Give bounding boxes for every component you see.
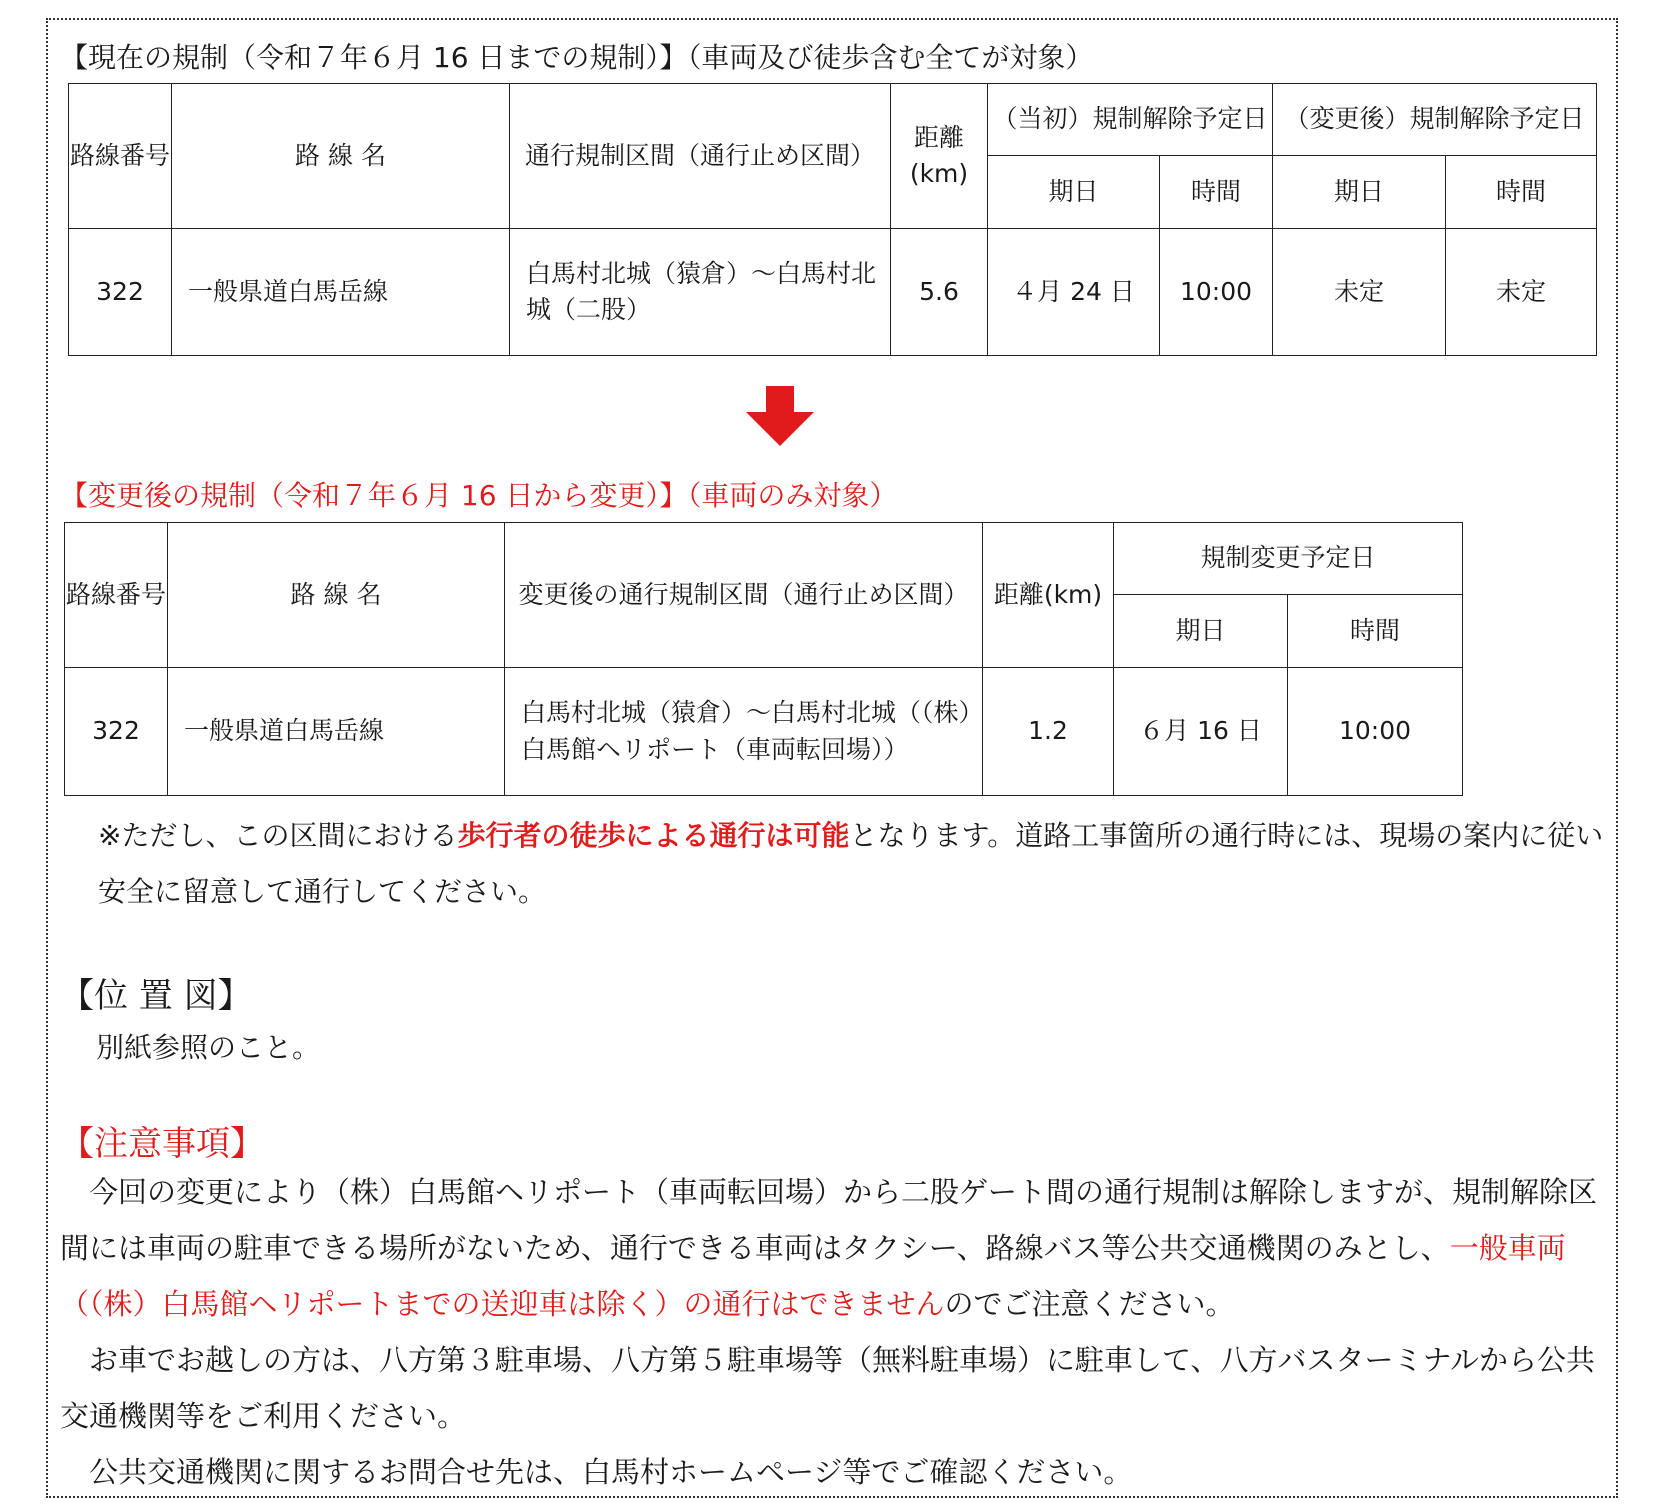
caution-paragraph-1 [60,1164,1612,1332]
note-suffix: となります。道路工事箇所の通行時には、現場の案内に従い安全に留意して通行してください。 [98,819,1604,908]
header-changed-release: （変更後）規制解除予定日 [1273,84,1597,156]
cell-section: 白馬村北城（猿倉）～白馬村北城（二股） [510,229,891,356]
caution-p2-text: お車でお越しの方は、八方第３駐車場、八方第５駐車場等（無料駐車場）に駐車して、八方バスターミナルから公共交通機関等をご利用ください。 [60,1343,1595,1433]
note-highlight: 歩行者の徒歩による通行は可能 [457,819,850,852]
header-route-no: 路線番号 [69,84,172,229]
caution-paragraph-2 [60,1332,1612,1444]
pedestrian-note [98,808,1618,920]
caution-p1-text-b: のでご注意ください。 [944,1287,1235,1321]
caution-p3-text: 公共交通機関に関するお問合せ先は、白馬村ホームページ等でご確認ください。 [89,1455,1133,1489]
current-regulation-table [68,83,1597,356]
cell-section: 白馬村北城（猿倉）～白馬村北城（（株）白馬館ヘリポート（車両転回場）） [505,668,983,796]
changed-regulation-heading: 【変更後の規制（令和７年６月 16 日から変更）】（車両のみ対象） [60,479,898,512]
cell-route-no: 322 [65,668,168,796]
cell-route-name: 一般県道白馬岳線 [172,229,510,356]
header-distance: 距離(km) [891,84,988,229]
changed-regulation-table [64,522,1463,796]
cell-distance: 5.6 [891,229,988,356]
cell-initial-time: 10:00 [1160,229,1273,356]
cell-changed-date: 未定 [1273,229,1446,356]
cell-time: 10:00 [1288,668,1463,796]
header-time: 時間 [1288,595,1463,668]
cell-changed-time: 未定 [1446,229,1597,356]
header-route-name: 路 線 名 [168,523,505,668]
cell-route-name: 一般県道白馬岳線 [168,668,505,796]
header-changed-date: 期日 [1273,156,1446,229]
header-initial-release: （当初）規制解除予定日 [988,84,1273,156]
down-arrow-icon [746,386,814,446]
header-changed-time: 時間 [1446,156,1597,229]
header-route-name: 路 線 名 [172,84,510,229]
cell-date: ６月 16 日 [1114,668,1288,796]
header-distance: 距離(km) [983,523,1114,668]
note-prefix: ※ただし、この区間における [98,819,458,852]
caution-p1-red: 一般車両（（株）白馬館ヘリポートまでの送迎車は除く）の通行はできません [60,1231,1566,1321]
location-map-heading: 【位 置 図】 [60,976,252,1016]
caution-paragraph-3 [60,1444,1612,1500]
header-section: 変更後の通行規制区間（通行止め区間） [505,523,983,668]
header-initial-date: 期日 [988,156,1160,229]
cell-route-no: 322 [69,229,172,356]
header-route-no: 路線番号 [65,523,168,668]
header-change-date-group: 規制変更予定日 [1114,523,1463,595]
caution-p1-text-a: 今回の変更により（株）白馬館ヘリポート（車両転回場）から二股ゲート間の通行規制は解除しますが、規制解除区間には車両の駐車できる場所がないため、通行できる車両はタクシー、路線バス等公共交通機関のみとし、 [60,1175,1598,1265]
cell-distance: 1.2 [983,668,1114,796]
header-initial-time: 時間 [1160,156,1273,229]
caution-heading: 【注意事項】 [60,1124,264,1164]
cell-initial-date: ４月 24 日 [988,229,1160,356]
header-section: 通行規制区間（通行止め区間） [510,84,891,229]
location-map-text: 別紙参照のこと。 [96,1031,321,1064]
current-regulation-heading: 【現在の規制（令和７年６月 16 日までの規制）】（車両及び徒歩含む全てが対象） [60,41,1094,74]
header-date: 期日 [1114,595,1288,668]
